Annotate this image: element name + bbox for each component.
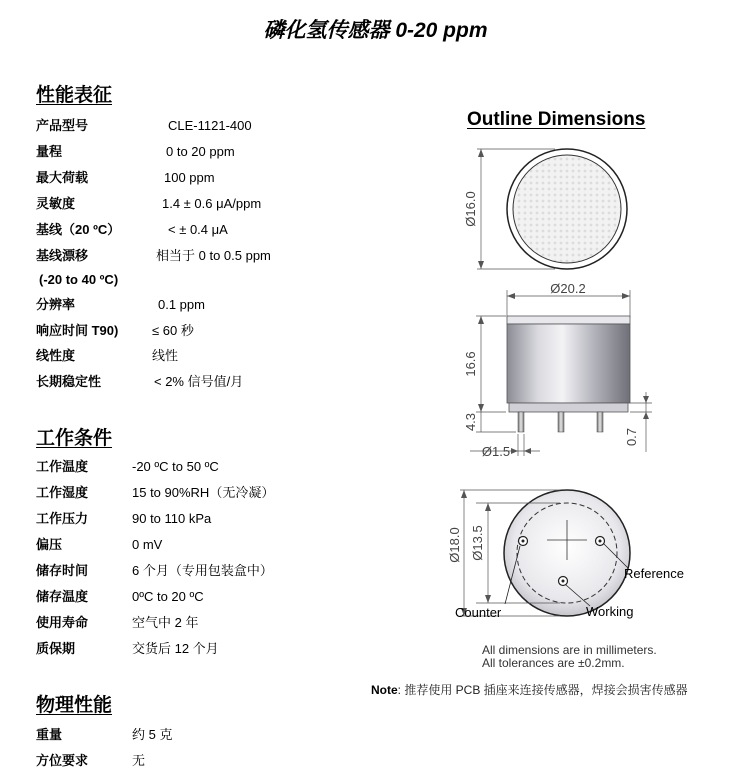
page-title: 磷化氢传感器 0-20 ppm [263, 19, 488, 42]
condition-value: 15 to 90%RH（无冷凝） [132, 485, 275, 500]
condition-key: 工作温度 [36, 459, 89, 474]
physical-key: 方位要求 [36, 753, 89, 768]
pin-label-working: Working [586, 604, 634, 619]
spec-key: (-20 to 40 ºC) [39, 272, 119, 287]
condition-value: 交货后 12 个月 [132, 641, 219, 656]
spec-key: 量程 [36, 144, 63, 159]
physical-key: 重量 [36, 727, 63, 742]
condition-value: 0 mV [132, 537, 163, 552]
spec-key: 产品型号 [36, 118, 89, 133]
spec-key: 灵敏度 [36, 196, 76, 211]
section-title-physical: 物理性能 [36, 695, 113, 716]
dim-h166-label: 16.6 [463, 351, 478, 377]
dim-h43-label: 4.3 [463, 412, 478, 432]
physical-value: 约 5 克 [132, 727, 173, 742]
spec-value: 1.4 ± 0.6 μA/ppm [162, 196, 262, 211]
dim-d135-label: Ø13.5 [470, 525, 485, 561]
note-text: : 推荐使用 PCB 插座来连接传感器，焊接会损害传感器 [397, 683, 688, 697]
spec-value: < ± 0.4 μA [168, 222, 228, 237]
spec-key: 分辨率 [36, 297, 76, 312]
spec-key: 长期稳定性 [36, 374, 102, 389]
dim-h07-label: 0.7 [624, 427, 639, 447]
side-view [463, 281, 652, 459]
spec-key: 基线（20 ºC） [36, 222, 121, 237]
physical-value: 无 [132, 753, 146, 768]
spec-key: 基线漂移 [36, 248, 89, 263]
dimension-notes [482, 644, 657, 670]
condition-key: 使用寿命 [36, 615, 89, 630]
condition-value: 0ºC to 20 ºC [132, 589, 204, 604]
spec-value: ≤ 60 秒 [152, 323, 194, 338]
dim-d20-label: Ø20.2 [550, 281, 586, 296]
dim-d18-label: Ø18.0 [447, 527, 462, 563]
condition-key: 工作湿度 [36, 485, 89, 500]
spec-value: CLE-1121-400 [168, 118, 252, 133]
spec-key: 最大荷载 [36, 170, 89, 185]
dim-d16-label: Ø16.0 [463, 191, 478, 227]
dim-d15-label: Ø1.5 [481, 444, 511, 459]
spec-value: 0 to 20 ppm [166, 144, 235, 159]
bottom-view [447, 490, 684, 620]
condition-key: 质保期 [36, 641, 76, 656]
spec-key: 响应时间 T90) [36, 323, 119, 338]
condition-key: 储存时间 [36, 563, 89, 578]
condition-value: 6 个月（专用包装盒中） [132, 563, 273, 578]
section-title-performance: 性能表征 [36, 85, 113, 106]
pcb-note [371, 681, 688, 698]
note-label: Note [371, 683, 398, 697]
spec-value: 0.1 ppm [158, 297, 205, 312]
top-view [463, 149, 627, 269]
outline-title: Outline Dimensions [467, 109, 646, 130]
pin-label-counter: Counter [455, 605, 502, 620]
section-title-conditions: 工作条件 [36, 428, 113, 449]
spec-value: < 2% 信号值/月 [154, 374, 244, 389]
condition-value: -20 ºC to 50 ºC [132, 459, 219, 474]
dimension-note-tolerance: All tolerances are ±0.2mm. [482, 656, 625, 670]
condition-key: 偏压 [36, 537, 63, 552]
spec-value: 100 ppm [164, 170, 215, 185]
spec-value: 线性 [152, 348, 179, 363]
dimension-note-units: All dimensions are in millimeters. [482, 643, 657, 657]
spec-value: 相当于 0 to 0.5 ppm [156, 248, 271, 263]
condition-value: 空气中 2 年 [132, 615, 199, 630]
pin-label-reference: Reference [624, 566, 684, 581]
condition-key: 工作压力 [36, 511, 89, 526]
spec-key: 线性度 [36, 348, 76, 363]
condition-value: 90 to 110 kPa [132, 511, 212, 526]
condition-key: 储存温度 [36, 589, 89, 604]
